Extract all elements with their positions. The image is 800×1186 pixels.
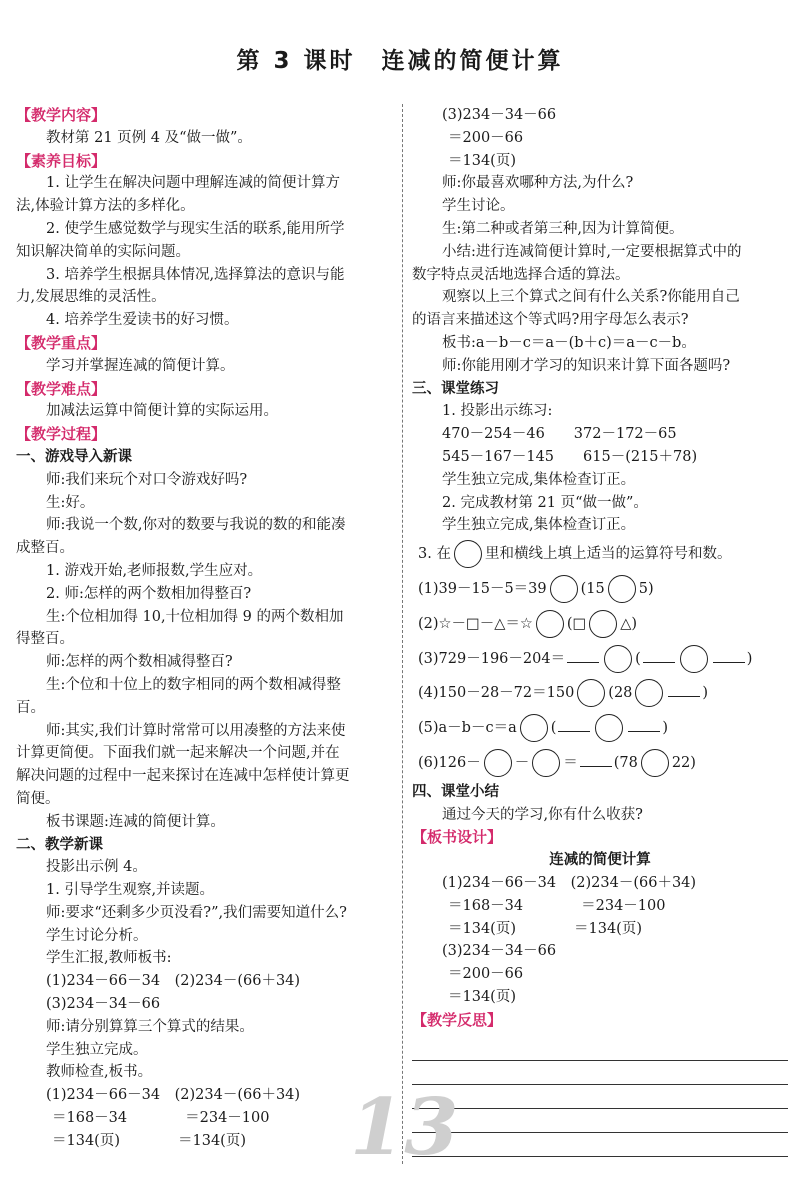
paragraph-line: 1. 让学生在解决问题中理解连减的简便计算方 [46, 175, 340, 192]
exercise-instruction [412, 537, 788, 572]
exercise-item-4 [412, 676, 788, 711]
subsection-heading: 四、课堂小结 [412, 783, 499, 800]
section-heading-difficulty: 【教学难点】 [16, 379, 107, 398]
answer-circle[interactable] [635, 679, 663, 707]
exercise-item-1 [412, 572, 788, 607]
subsection-heading: 三、课堂练习 [412, 380, 499, 397]
exercise-text: ( [635, 650, 641, 667]
page-title: 第 3 课时 连减的简便计算 [236, 48, 564, 74]
paragraph-line: 解决问题的过程中一起来探讨在连减中怎样使计算更 [16, 768, 350, 785]
exercise-text: (2)☆－□－△＝☆ [418, 615, 533, 632]
paragraph-line: 学生独立完成,集体检查订正。 [442, 471, 636, 488]
subsection-heading: 一、游戏导入新课 [16, 448, 132, 465]
answer-blank[interactable] [713, 648, 745, 663]
answer-circle[interactable] [550, 575, 578, 603]
equation-line: (3)234－34－66 [46, 996, 161, 1013]
paragraph-line: 师:你能用刚才学习的知识来计算下面各题吗? [442, 357, 731, 374]
exercise-item-3 [412, 642, 788, 677]
paragraph-line: 学生讨论。 [442, 198, 515, 215]
paragraph-line: 计算更简便。下面我们就一起来解决一个问题,并在 [16, 745, 340, 762]
answer-circle[interactable] [589, 610, 617, 638]
exercise-text: ) [702, 685, 709, 702]
paragraph-line: 教师检查,板书。 [46, 1064, 153, 1081]
equation-line: (1)234－66－34 (2)234－(66＋34) [46, 973, 301, 990]
exercise-text: (1)39－15－5＝39 [418, 580, 547, 597]
equation-line: ＝134(页) ＝134(页) [52, 1132, 246, 1149]
paragraph-line: 1. 引导学生观察,并读题。 [46, 882, 215, 899]
formula-line: 板书:a－b－c＝a－(b＋c)＝a－c－b。 [442, 334, 696, 351]
section-heading-reflection: 【教学反思】 [412, 1010, 503, 1029]
left-column [16, 104, 394, 1153]
paragraph-line: 学生独立完成,集体检查订正。 [442, 517, 636, 534]
answer-circle[interactable] [604, 645, 632, 673]
paragraph-line: 百。 [16, 699, 45, 716]
equation-line: (1)234－66－34 (2)234－(66＋34) [442, 874, 697, 891]
equation-line: (3)234－34－66 [442, 107, 557, 123]
writing-line[interactable] [412, 1132, 788, 1133]
answer-circle[interactable] [520, 714, 548, 742]
answer-circle[interactable] [577, 679, 605, 707]
exercise-text: (15 [580, 580, 605, 597]
paragraph-line: 成整百。 [16, 540, 74, 557]
exercise-text: ＝ [563, 754, 578, 771]
paragraph-line: 师:其实,我们计算时常常可以用凑整的方法来使 [46, 722, 346, 739]
paragraph-line: 4. 培养学生爱读书的好习惯。 [46, 312, 239, 329]
equation-line: ＝134(页) [448, 988, 516, 1005]
exercise-text: (6)126－ [418, 754, 481, 771]
equation-line: ＝134(页) [448, 152, 516, 169]
exercise-text: 22) [671, 754, 696, 771]
paragraph-line: 学生汇报,教师板书: [46, 950, 172, 967]
answer-circle[interactable] [608, 575, 636, 603]
paragraph-line: 法,体验计算方法的多样化。 [16, 198, 195, 215]
paragraph-line: 1. 游戏开始,老师报数,学生应对。 [46, 562, 263, 579]
paragraph-line: 学习并掌握连减的简便计算。 [46, 357, 235, 374]
answer-circle[interactable] [595, 714, 623, 742]
exercise-text: ( [550, 720, 557, 737]
exercise-text: (78 [613, 754, 638, 771]
equation-line: ＝200－66 [448, 129, 524, 146]
answer-blank[interactable] [567, 648, 599, 663]
column-divider [402, 104, 403, 1164]
paragraph-line: 观察以上三个算式之间有什么关系?你能用自己 [442, 289, 740, 306]
paragraph-line: 生:第二种或者第三种,因为计算简便。 [442, 220, 684, 237]
equation-line: 470－254－46 372－172－65 [442, 426, 677, 443]
section-heading-content: 【教学内容】 [16, 106, 107, 124]
paragraph-line: 学生独立完成。 [46, 1041, 148, 1058]
exercise-text: ) [662, 720, 669, 737]
paragraph-line: 力,发展思维的灵活性。 [16, 289, 166, 306]
paragraph-line: 的语言来描述这个等式吗?用字母怎么表示? [412, 312, 689, 329]
paragraph-line: 知识解决简单的实际问题。 [16, 243, 190, 260]
answer-blank[interactable] [643, 648, 675, 663]
exercise-text: △) [620, 615, 638, 632]
instruction-text: 里和横线上填上适当的运算符号和数。 [484, 546, 732, 563]
exercise-item-5 [412, 711, 788, 746]
paragraph-line: 简便。 [16, 790, 60, 807]
answer-circle [454, 540, 482, 568]
paragraph-line: 板书课题:连减的简便计算。 [46, 813, 225, 830]
answer-blank[interactable] [580, 752, 612, 767]
exercise-text: － [514, 754, 530, 771]
exercise-text: (5)a－b－c＝a [418, 720, 517, 737]
exercise-text: ) [746, 650, 753, 667]
answer-blank[interactable] [668, 682, 700, 697]
paragraph-line: 师:怎样的两个数相减得整百? [46, 654, 233, 671]
paragraph-line: 生:个位相加得 10,十位相加得 9 的两个数相加 [46, 608, 344, 625]
paragraph-line: 数字特点灵活地选择合适的算法。 [412, 266, 630, 283]
equation-line: ＝168－34 ＝234－100 [52, 1110, 270, 1127]
equation-line: ＝134(页) ＝134(页) [448, 920, 642, 937]
exercise-text: (□ [566, 615, 587, 632]
paragraph-line: 通过今天的学习,你有什么收获? [442, 806, 643, 823]
exercise-text: (3)729－196－204＝ [418, 650, 566, 667]
equation-line: 545－167－145 615－(215＋78) [442, 448, 698, 465]
section-heading-goals: 【素养目标】 [16, 151, 107, 170]
exercise-item-2 [412, 607, 788, 642]
board-title: 连减的简便计算 [549, 852, 651, 869]
subsection-heading: 二、教学新课 [16, 836, 103, 853]
exercise-item-6 [412, 746, 788, 781]
paragraph-line: 2. 完成教材第 21 页“做一做”。 [442, 494, 648, 511]
paragraph-line: 生:好。 [46, 494, 95, 511]
answer-circle[interactable] [641, 749, 669, 777]
paragraph-line: 生:个位和十位上的数字相同的两个数相减得整 [46, 676, 341, 693]
page-number: 13 [350, 1082, 459, 1173]
answer-blank[interactable] [628, 717, 660, 732]
paragraph-line: 2. 师:怎样的两个数相加得整百? [46, 585, 252, 602]
writing-line[interactable] [412, 1060, 788, 1061]
exercise-text: (4)150－28－72＝150 [418, 685, 575, 702]
answer-circle[interactable] [532, 749, 560, 777]
paragraph-line: 加减法运算中简便计算的实际运用。 [46, 403, 278, 420]
paragraph-line: 投影出示例 4。 [46, 859, 147, 876]
equation-line: (1)234－66－34 (2)234－(66＋34) [46, 1087, 301, 1104]
answer-circle[interactable] [680, 645, 708, 673]
writing-line[interactable] [412, 1084, 788, 1085]
section-heading-process: 【教学过程】 [16, 425, 107, 444]
right-column [412, 104, 788, 1031]
paragraph-line: 师:我们来玩个对口令游戏好吗? [46, 471, 248, 488]
paragraph-line: 得整百。 [16, 631, 74, 648]
paragraph-line: 3. 培养学生根据具体情况,选择算法的意识与能 [46, 266, 345, 283]
paragraph-line: 教材第 21 页例 4 及“做一做”。 [46, 129, 252, 146]
exercise-text: 5) [638, 580, 654, 597]
equation-line: ＝168－34 ＝234－100 [448, 897, 666, 914]
paragraph-line: 1. 投影出示练习: [442, 403, 553, 420]
paragraph-line: 学生讨论分析。 [46, 927, 148, 944]
writing-line[interactable] [412, 1156, 788, 1157]
answer-circle[interactable] [536, 610, 564, 638]
equation-line: (3)234－34－66 [442, 943, 557, 960]
paragraph-line: 师:请分别算算三个算式的结果。 [46, 1018, 254, 1035]
paragraph-line: 师:你最喜欢哪种方法,为什么? [442, 175, 634, 192]
section-heading-key: 【教学重点】 [16, 333, 107, 352]
exercise-text: (28 [608, 685, 633, 702]
section-heading-board: 【板书设计】 [412, 828, 503, 847]
writing-line[interactable] [412, 1108, 788, 1109]
paragraph-line: 2. 使学生感觉数学与现实生活的联系,能用所学 [46, 220, 345, 237]
paragraph-line: 小结:进行连减简便计算时,一定要根据算式中的 [442, 243, 742, 260]
paragraph-line: 师:我说一个数,你对的数要与我说的数的和能凑 [46, 517, 346, 534]
instruction-text: 3. 在 [418, 546, 451, 563]
answer-blank[interactable] [558, 717, 590, 732]
paragraph-line: 师:要求“还剩多少页没看?”,我们需要知道什么? [46, 904, 347, 921]
equation-line: ＝200－66 [448, 966, 524, 983]
answer-circle[interactable] [484, 749, 512, 777]
